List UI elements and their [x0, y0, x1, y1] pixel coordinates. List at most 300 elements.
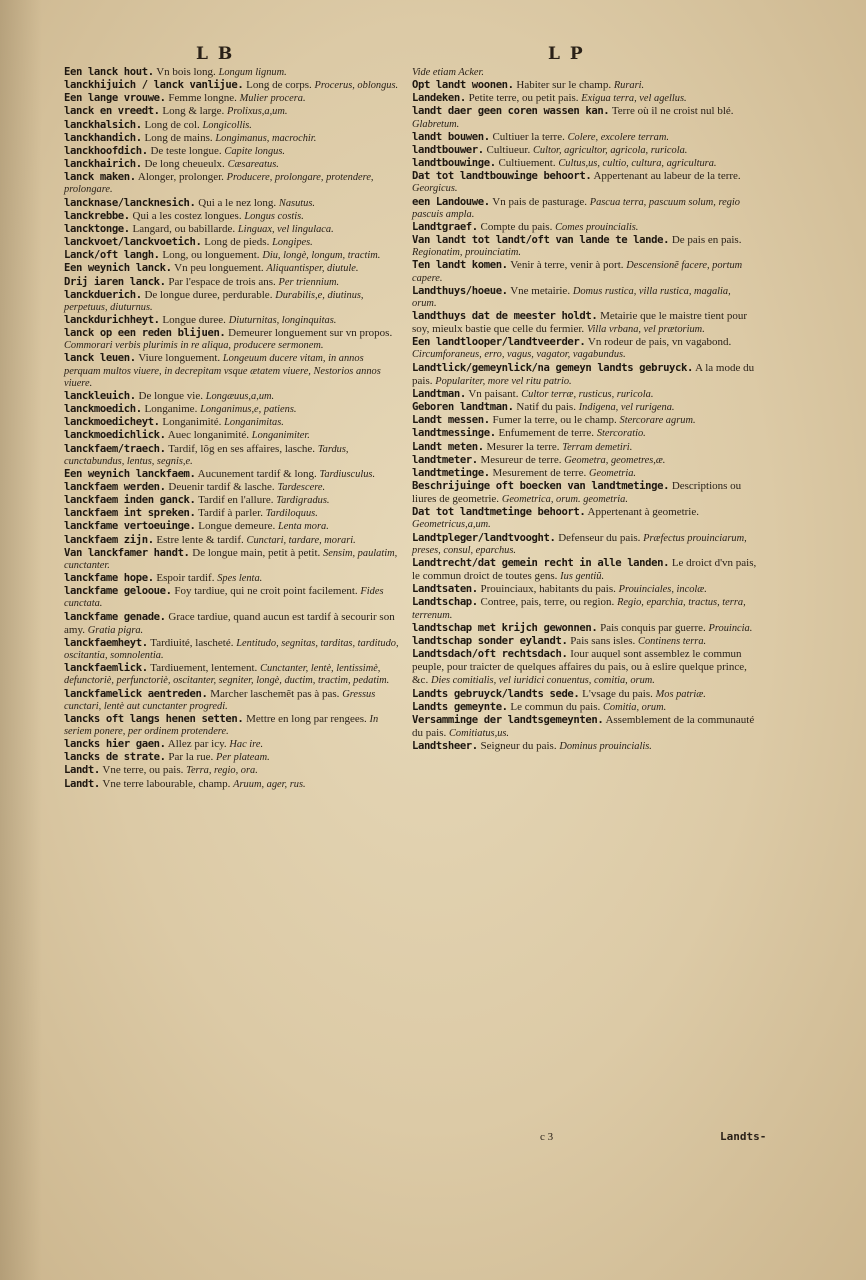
dictionary-entry — [412, 596, 757, 621]
left-column — [64, 66, 402, 791]
latin-gloss: Continens terra. — [638, 635, 707, 647]
dictionary-entry — [64, 662, 402, 687]
latin-gloss: Diuturnitas, longinquitas. — [228, 314, 337, 326]
latin-gloss: Pascua terra, pascuum solum, regio pascuis ampla. — [412, 196, 740, 220]
dictionary-entry — [64, 92, 402, 105]
dictionary-entry — [412, 157, 757, 170]
dictionary-entry — [412, 259, 757, 284]
french-gloss: Habiter sur le champ. — [513, 79, 614, 92]
latin-gloss: In seriem ponere, per ordinem protendere. — [64, 713, 379, 737]
dictionary-entry — [64, 585, 402, 610]
headword: Versamminge der landtsgemeynten. — [412, 713, 604, 726]
dictionary-entry — [412, 714, 757, 740]
dictionary-entry — [412, 401, 757, 414]
dictionary-entry — [64, 171, 402, 196]
french-gloss: Compte du pais. — [477, 220, 556, 233]
latin-gloss: Nasutus. — [278, 197, 316, 209]
french-gloss: Qui a les costez longues. — [129, 209, 245, 222]
latin-gloss: Colere, excolere terram. — [567, 131, 669, 143]
latin-gloss: Sensim, paulatim, cunctanter. — [64, 547, 398, 571]
french-gloss: Le commun du pais. — [507, 700, 603, 713]
latin-gloss: Comitia, orum. — [602, 701, 667, 713]
latin-gloss: Tardescere. — [277, 482, 326, 493]
dictionary-entry — [64, 429, 402, 442]
dictionary-entry — [412, 701, 757, 714]
dictionary-entry — [64, 468, 402, 481]
headword: Een lange vrouwe. — [64, 92, 166, 105]
latin-gloss: Indigena, vel rurigena. — [578, 402, 675, 414]
headword: lanckvoet/lanckvoetich. — [64, 236, 202, 249]
french-gloss: Mesurement de terre. — [489, 466, 589, 479]
headword: lanckrebbe. — [64, 209, 130, 222]
french-gloss: Tardif, lõg en ses affaires, lasche. — [165, 442, 318, 455]
dictionary-entry — [64, 236, 402, 249]
french-gloss: De pais en pais. — [669, 234, 742, 247]
latin-gloss: Spes lenta. — [217, 573, 263, 585]
latin-gloss: Cunctari, tardare, morari. — [246, 534, 356, 546]
dictionary-entry — [64, 132, 402, 145]
dictionary-entry — [64, 210, 402, 223]
french-gloss: Estre lente & tardif. — [153, 533, 247, 546]
french-gloss: Seigneur du pais. — [477, 740, 560, 753]
dictionary-entry — [412, 648, 757, 687]
headword: landtschap sonder eylandt. — [412, 634, 568, 647]
french-gloss: Longue duree. — [159, 313, 229, 326]
latin-gloss: Gressus cunctari, lentè aut cunctanter progredi. — [64, 688, 376, 712]
dictionary-entry — [412, 310, 757, 336]
headword: lanckfaem werden. — [64, 481, 166, 493]
latin-gloss: Linguax, vel lingulaca. — [237, 223, 334, 235]
french-gloss: Fumer la terre, ou le champ. — [489, 414, 620, 427]
dictionary-entry — [412, 170, 757, 195]
dictionary-entry — [64, 738, 402, 751]
latin-gloss: Tardiloquus. — [265, 508, 318, 520]
latin-gloss: Producere, prolongare, protendere, prolongare. — [64, 172, 374, 196]
latin-gloss: Stercoratio. — [596, 428, 646, 440]
dictionary-entry — [412, 79, 757, 92]
dictionary-entry — [64, 79, 402, 92]
latin-gloss: Procerus, oblongus. — [314, 80, 399, 92]
headword: lanckhairich. — [64, 158, 142, 171]
headword: lanckfame genade. — [64, 610, 166, 623]
headword: Beschrijuinge oft boecken van landtmetinge. — [412, 480, 670, 492]
headword: Landtrecht/dat gemein recht in alle landen. — [412, 556, 670, 569]
latin-gloss: Geometricus,a,um. — [412, 519, 491, 531]
dictionary-entry — [64, 520, 402, 533]
dictionary-entry — [64, 713, 402, 738]
french-gloss: Grace tardiue, quand aucun est tardif à secourir son amy. — [64, 610, 395, 636]
headword: lancktonge. — [64, 222, 130, 235]
french-gloss: Contree, pais, terre, ou region. — [477, 596, 618, 609]
dictionary-entry — [412, 388, 757, 401]
dictionary-entry — [64, 507, 402, 520]
dictionary-entry — [64, 637, 402, 662]
headword: landtbouwer. — [412, 143, 484, 156]
french-gloss: Vn rodeur de pais, vn vagabond. — [585, 336, 732, 349]
latin-gloss: Fides cunctata. — [64, 586, 384, 610]
latin-gloss: Cunctanter, lentè, lentissimè, defunctoriè, perfunctoriè, oscitanter, segniter, longè, ductim, tractim, pedatim. — [64, 663, 390, 687]
latin-gloss: Cultor terræ, rusticus, ruricola. — [521, 388, 654, 400]
dictionary-entry — [412, 506, 757, 531]
dictionary-entry — [412, 131, 757, 144]
french-gloss: Descriptions ou liures de geometrie. — [412, 480, 742, 506]
dictionary-entry — [412, 427, 757, 440]
latin-gloss: Regio, eparchia, tractus, terra, terrenum. — [412, 597, 746, 621]
headword: Landt meten. — [412, 440, 484, 453]
dictionary-entry — [412, 583, 757, 596]
dictionary-entry — [412, 196, 757, 221]
dictionary-entry — [64, 145, 402, 158]
french-gloss: Alonger, prolonger. — [135, 171, 227, 184]
dictionary-entry — [64, 197, 402, 210]
dictionary-entry — [64, 547, 402, 572]
headword: lancks de strate. — [64, 751, 166, 764]
headword: Drij iaren lanck. — [64, 275, 166, 288]
french-gloss: Venir à terre, venir à port. — [507, 259, 627, 272]
headword: Dat tot landtbouwinge behoort. — [412, 170, 592, 183]
french-gloss: Long, ou longuement. — [159, 249, 263, 262]
latin-gloss: Mulier procera. — [239, 93, 306, 105]
latin-gloss: Tardiusculus. — [319, 468, 376, 480]
french-gloss: A la mode du pais. — [412, 361, 755, 387]
latin-gloss: Longimanus, macrochir. — [215, 132, 317, 144]
headword: lanck en vreedt. — [64, 105, 160, 118]
headword: Landtpleger/landtvooght. — [412, 531, 556, 544]
dictionary-entry — [64, 390, 402, 403]
latin-gloss: Ius gentiũ. — [560, 571, 605, 583]
headword: Een lanck hout. — [64, 66, 154, 78]
dictionary-entry — [64, 289, 402, 314]
headword: Landts gebruyck/landts sede. — [412, 687, 580, 700]
french-gloss: Enfumement de terre. — [495, 427, 597, 440]
headword: Landtlick/gemeynlick/na gemeyn landts gebruyck. — [412, 361, 693, 374]
headword: lanckfaem/traech. — [64, 442, 166, 455]
latin-gloss: Mos patriæ. — [655, 688, 706, 700]
latin-gloss: Cultor, agricultor, agricola, ruricola. — [532, 144, 688, 156]
headword: landt bouwen. — [412, 130, 490, 143]
dictionary-entry — [412, 66, 757, 79]
french-gloss: Vn peu longuement. — [171, 262, 267, 275]
dictionary-entry — [412, 467, 757, 480]
latin-gloss: Domus rustica, villa rustica, magalia, orum. — [412, 285, 731, 309]
french-gloss: Foy tardiue, qui ne croit point facilement. — [171, 585, 361, 598]
signature-mark: c 3 — [540, 1131, 554, 1143]
latin-gloss: Prolixus,a,um. — [226, 106, 288, 118]
headword: Landtman. — [412, 387, 466, 400]
french-gloss: Longanimité. — [159, 416, 225, 429]
french-gloss: Long de pieds. — [201, 236, 273, 249]
headword: landthuys dat de meester holdt. — [412, 309, 598, 322]
dictionary-entry — [412, 532, 757, 557]
french-gloss: Qui a le nez long. — [195, 196, 279, 209]
french-gloss: Longanime. — [141, 403, 201, 416]
headword: Opt landt woonen. — [412, 79, 514, 92]
latin-gloss: Comes prouincialis. — [555, 221, 639, 233]
headword: Landt. — [64, 764, 100, 777]
dictionary-entry — [412, 362, 757, 388]
dictionary-entry — [64, 158, 402, 171]
french-gloss: Vne metairie. — [507, 284, 573, 297]
dictionary-entry — [64, 276, 402, 289]
french-gloss: Par la rue. — [165, 751, 217, 764]
headword: Ten landt komen. — [412, 259, 508, 272]
latin-gloss: Lentitudo, segnitas, tarditas, tarditudo, oscitantia, somnolentia. — [64, 637, 399, 662]
latin-gloss: Per triennium. — [278, 276, 340, 288]
french-gloss: Defenseur du pais. — [555, 531, 644, 544]
french-gloss: Cultiuement. — [495, 157, 559, 170]
headword: lanckfaemlick. — [64, 662, 148, 675]
french-gloss: Vne terre labourable, champ. — [99, 777, 234, 790]
dictionary-entry — [412, 414, 757, 427]
latin-gloss: Longanimus,e, patiens. — [200, 404, 297, 416]
french-gloss: Tardif à parler. — [195, 507, 266, 520]
latin-gloss: Præfectus prouinciarum, preses, consul, eparchus. — [412, 532, 747, 556]
dictionary-entry — [412, 480, 757, 506]
french-gloss: Le droict d'vn pais, le commun droict de toutes gens. — [412, 556, 757, 583]
right-column — [412, 66, 757, 753]
headword: lanckfaem inden ganck. — [64, 494, 196, 507]
headword: lancknase/lancknesich. — [64, 196, 196, 209]
french-gloss: Long de mains. — [141, 131, 216, 144]
headword: Landtsheer. — [412, 740, 478, 753]
dictionary-entry — [64, 223, 402, 236]
headword: landtschap met krijch gewonnen. — [412, 621, 598, 634]
headword: Landtschap. — [412, 596, 478, 609]
french-gloss: Deuenir tardif & lasche. — [165, 481, 278, 493]
latin-gloss: Longus costis. — [244, 210, 304, 222]
headword: Een landtlooper/landtveerder. — [412, 336, 586, 349]
french-gloss: Vn pais de pasturage. — [489, 195, 590, 208]
french-gloss: Pais conquis par guerre. — [597, 621, 709, 634]
latin-gloss: Durabilis,e, diutinus, perpetuus, diuturnus. — [64, 289, 364, 313]
dictionary-entry — [64, 249, 402, 262]
dictionary-entry — [64, 443, 402, 468]
dictionary-entry — [64, 327, 402, 352]
french-gloss: Mesureur de terre. — [477, 453, 565, 466]
latin-gloss: Terra, regio, ora. — [186, 765, 258, 777]
latin-gloss: Longanimitas. — [224, 417, 284, 429]
dictionary-entry — [64, 119, 402, 132]
french-gloss: De teste longue. — [147, 144, 225, 157]
french-gloss: Vn bois long. — [153, 66, 219, 78]
headword: een Landouwe. — [412, 195, 490, 208]
french-gloss: Iour auquel sont assemblez le commun peuple, pour traicter de quelques affaires du pais, ou à eslire quelque prince, &c. — [412, 648, 747, 687]
headword: lancks oft langs henen setten. — [64, 712, 244, 725]
headword: landtmeter. — [412, 453, 478, 466]
dictionary-entry — [412, 234, 757, 259]
headword: Landtsaten. — [412, 583, 478, 596]
headword: Landtgraef. — [412, 220, 478, 233]
latin-gloss: Gratia pigra. — [87, 624, 144, 636]
latin-gloss: Comitiatus,us. — [448, 727, 510, 739]
french-gloss: Vne terre, ou pais. — [99, 764, 187, 777]
french-gloss: De long cheueulx. — [141, 158, 228, 171]
latin-gloss: Georgicus. — [412, 183, 458, 195]
latin-gloss: Cultus,us, cultio, cultura, agricultura. — [558, 158, 717, 170]
french-gloss: Tardiuement, lentement. — [147, 662, 261, 675]
headword: lanckduerich. — [64, 288, 142, 301]
latin-gloss: Capite longus. — [224, 145, 286, 157]
latin-gloss: Tardigradus. — [276, 495, 330, 507]
headword: lanckhoofdich. — [64, 144, 148, 157]
latin-gloss: Villa vrbana, vel prætorium. — [586, 324, 705, 336]
french-gloss: De longue vie. — [135, 389, 206, 402]
latin-gloss: Vide etiam Acker. — [412, 67, 485, 78]
latin-gloss: Glabretum. — [412, 118, 460, 130]
dictionary-entry — [64, 66, 402, 79]
catchword: Landts- — [720, 1130, 767, 1143]
dictionary-entry — [64, 416, 402, 429]
headword: lanckfaem zijn. — [64, 533, 154, 546]
latin-gloss: Dominus prouincialis. — [559, 741, 652, 753]
dictionary-entry — [412, 454, 757, 467]
headword: lanck leuen. — [64, 352, 136, 365]
latin-gloss: Geometrica, orum. geometria. — [501, 494, 628, 506]
headword: lanckfaemheyt. — [64, 636, 148, 649]
headword: lanckleuich. — [64, 389, 136, 402]
headword: Van lanckfamer handt. — [64, 546, 190, 559]
french-gloss: Mettre en long par rengees. — [243, 712, 370, 725]
french-gloss: Vn paisant. — [465, 387, 522, 400]
latin-gloss: Aruum, ager, rus. — [233, 778, 306, 790]
latin-gloss: Regionatim, prouinciatim. — [412, 247, 521, 259]
latin-gloss: Diu, longè, longum, tractim. — [262, 250, 381, 262]
headword: lanckfame hope. — [64, 572, 154, 585]
headword: lanckfame vertoeuinge. — [64, 520, 196, 533]
dictionary-entry — [412, 688, 757, 701]
dictionary-entry — [64, 314, 402, 327]
latin-gloss: Populariter, more vel ritu patrio. — [435, 375, 572, 387]
french-gloss: Appertenant à geometrie. — [585, 506, 699, 519]
french-gloss: Aucunement tardif & long. — [195, 467, 320, 480]
french-gloss: Demeurer longuement sur vn propos. — [225, 327, 393, 340]
latin-gloss: Terram demetiri. — [562, 441, 633, 453]
headword: lanckmoedich. — [64, 403, 142, 416]
latin-gloss: Descensionẽ facere, portum capere. — [412, 260, 743, 284]
latin-gloss: Cæsareatus. — [227, 159, 279, 171]
dictionary-entry — [412, 557, 757, 583]
latin-gloss: Longanimiter. — [251, 430, 310, 442]
dictionary-entry — [64, 778, 402, 791]
latin-gloss: Longicollis. — [202, 119, 252, 131]
dictionary-entry — [64, 352, 402, 389]
headword: Landtsdach/oft rechtsdach. — [412, 648, 568, 661]
latin-gloss: Longæuus,a,um. — [205, 390, 275, 402]
french-gloss: Pais sans isles. — [567, 634, 639, 647]
french-gloss: Auec longanimité. — [165, 429, 252, 442]
headword: Landt messen. — [412, 414, 490, 427]
headword: lanck op een reden blijuen. — [64, 327, 226, 340]
headword: Landthuys/hoeue. — [412, 284, 508, 297]
latin-gloss: Commorari verbis plurimis in re aliqua, producere sermonem. — [64, 340, 324, 352]
latin-gloss: Aliquantisper, diutule. — [266, 263, 359, 275]
headword: landtmessinge. — [412, 427, 496, 440]
french-gloss: Tardif en l'allure. — [195, 494, 277, 507]
french-gloss: Allez par icy. — [165, 738, 230, 751]
headword: Dat tot landtmetinge behoort. — [412, 506, 586, 519]
latin-gloss: Prouinciales, incolæ. — [618, 584, 707, 596]
latin-gloss: Longeuum ducere vitam, in annos perquam multos viuere, in decrepitam vsque ætatem viuere, Nestorios annos viuere. — [64, 353, 381, 389]
latin-gloss: Lenta mora. — [277, 521, 329, 533]
headword: Geboren landtman. — [412, 401, 514, 414]
headword: lanckhalsich. — [64, 118, 142, 131]
latin-gloss: Per plateam. — [216, 752, 270, 764]
headword: Een weynich lanckfaem. — [64, 467, 196, 480]
dictionary-entry — [64, 262, 402, 275]
dictionary-entry — [64, 403, 402, 416]
french-gloss: Long & large. — [159, 105, 227, 118]
french-gloss: De longue duree, perdurable. — [141, 288, 276, 301]
french-gloss: Long de col. — [141, 118, 203, 131]
french-gloss: Cultiueur. — [483, 143, 533, 156]
dictionary-entry — [412, 336, 757, 361]
french-gloss: Langard, ou babillarde. — [129, 222, 238, 235]
headword: landtbouwinge. — [412, 157, 496, 170]
dictionary-entry — [64, 494, 402, 507]
latin-gloss: Longum lignum. — [218, 67, 287, 78]
dictionary-entry — [64, 751, 402, 764]
headword: lanckmoedichlick. — [64, 429, 166, 442]
latin-gloss: Rurari. — [613, 80, 645, 92]
headword: Een weynich lanck. — [64, 262, 172, 275]
headword: lanckhijuich / lanck vanlijue. — [64, 79, 244, 92]
french-gloss: Cultiuer la terre. — [489, 130, 568, 143]
french-gloss: Assemblement de la communauté du pais. — [412, 713, 755, 739]
french-gloss: Viure longuement. — [135, 352, 223, 365]
french-gloss: Terre où il ne croist nul blé. — [609, 105, 734, 118]
running-head-left: L B — [196, 44, 235, 64]
headword: Landts gemeynte. — [412, 700, 508, 713]
french-gloss: Par l'espace de trois ans. — [165, 275, 279, 288]
latin-gloss: Dies comitialis, vel iuridici conuentus, comitia, orum. — [430, 675, 655, 687]
headword: Lanck/oft langh. — [64, 249, 160, 262]
headword: landtmetinge. — [412, 466, 490, 479]
headword: lanck maken. — [64, 171, 136, 184]
dictionary-entry — [412, 221, 757, 234]
french-gloss: Espoir tardif. — [153, 572, 218, 585]
french-gloss: Prouinciaux, habitants du pais. — [477, 583, 619, 596]
french-gloss: Long de corps. — [243, 79, 315, 92]
latin-gloss: Exigua terra, vel agellus. — [581, 93, 687, 105]
french-gloss: Marcher laschemẽt pas à pas. — [207, 687, 343, 700]
latin-gloss: Tardus, cunctabundus, lentus, segnis,e. — [64, 443, 349, 467]
headword: Landeken. — [412, 92, 466, 105]
headword: Landt. — [64, 777, 100, 790]
french-gloss: Natif du pais. — [513, 401, 579, 414]
latin-gloss: Geometria. — [588, 467, 637, 479]
running-head-right: L P — [548, 44, 585, 64]
dictionary-entry — [412, 441, 757, 454]
french-gloss: Appertenant au labeur de la terre. — [591, 170, 741, 183]
dictionary-entry — [64, 764, 402, 777]
headword: lanckfaem int spreken. — [64, 507, 196, 520]
latin-gloss: Longipes. — [272, 237, 313, 249]
french-gloss: L'vsage du pais. — [579, 687, 656, 700]
headword: lanckdurichheyt. — [64, 313, 160, 326]
headword: lanckhandich. — [64, 131, 142, 144]
headword: lancks hier gaen. — [64, 738, 166, 751]
latin-gloss: Circumforaneus, erro, vagus, vagator, vagabundus. — [412, 349, 626, 361]
french-gloss: Femme longne. — [165, 92, 240, 105]
dictionary-entry — [64, 481, 402, 494]
latin-gloss: Prouincia. — [708, 622, 753, 634]
french-gloss: De longue main, petit à petit. — [189, 546, 324, 559]
dictionary-entry — [64, 688, 402, 713]
headword: landt daer geen coren wassen kan. — [412, 105, 610, 118]
headword: Van landt tot landt/oft van lande te lande. — [412, 234, 670, 247]
french-gloss: Petite terre, ou petit pais. — [465, 92, 582, 105]
headword: lanckfamelick aentreden. — [64, 687, 208, 700]
